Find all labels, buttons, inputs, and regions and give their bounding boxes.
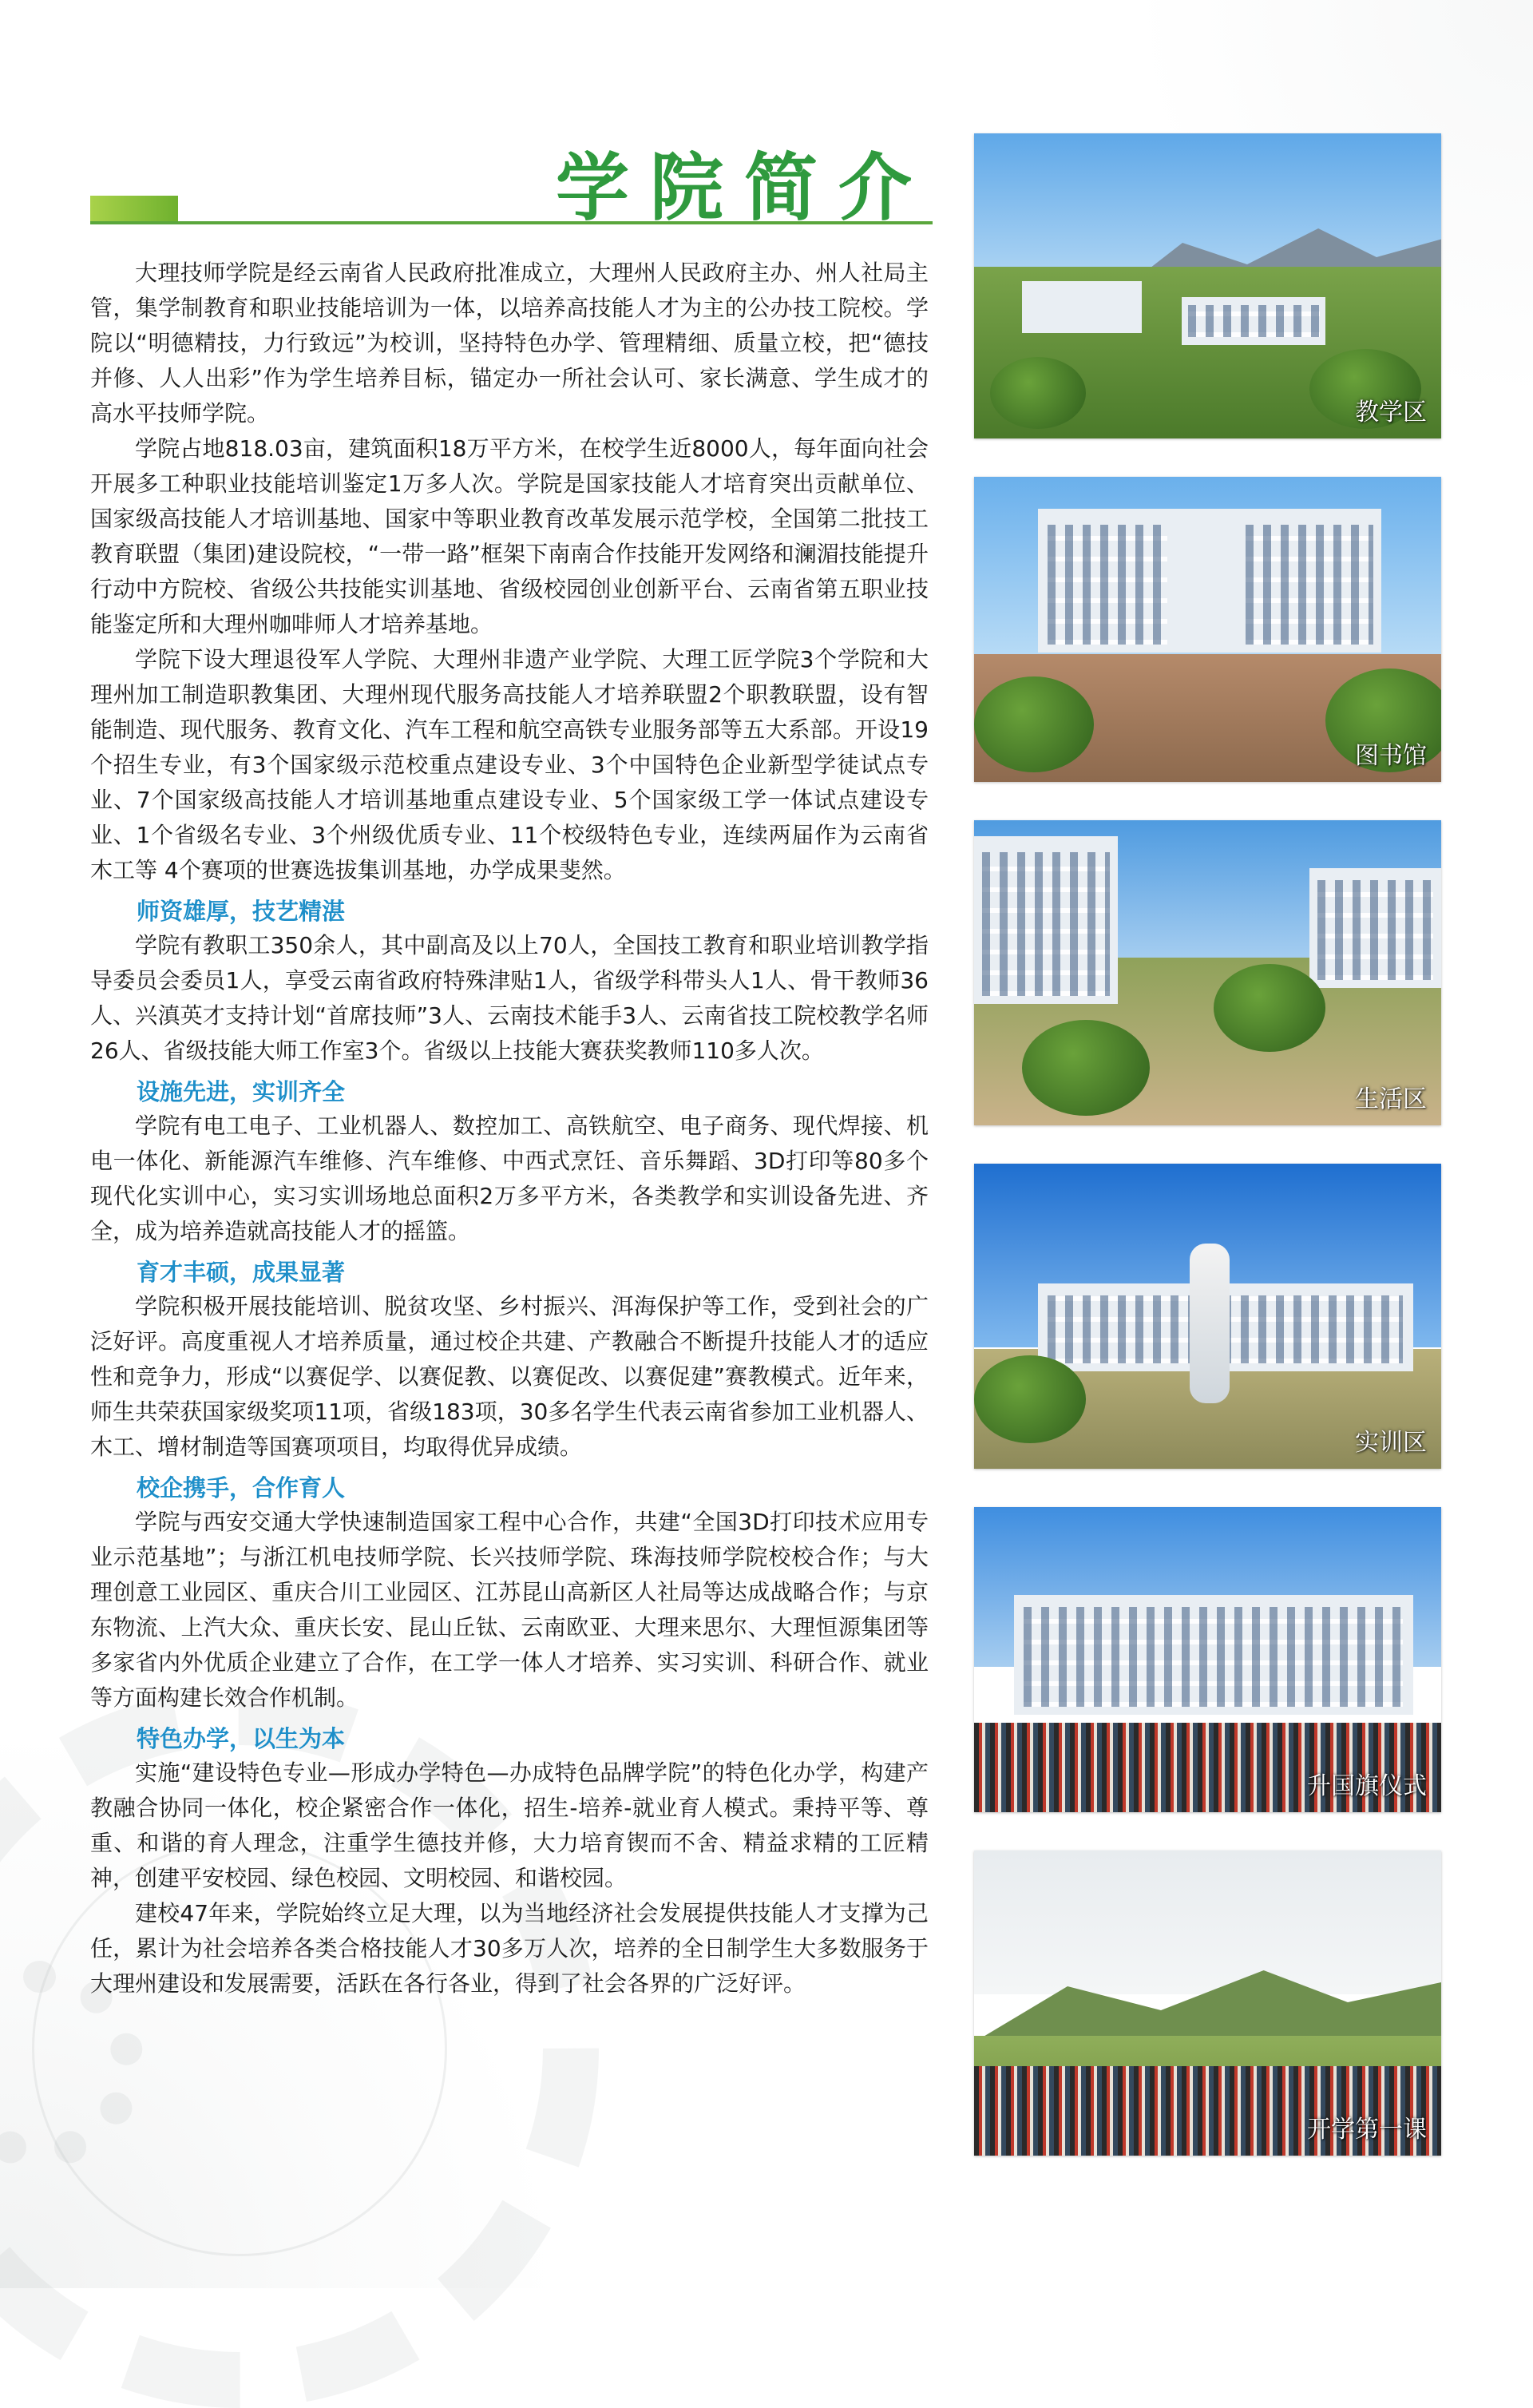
- paragraph: 学院占地818.03亩，建筑面积18万平方米，在校学生近8000人，每年面向社会开展多工种职业技能培训鉴定1万多人次。学院是国家技能人才培育突出贡献单位、国家级高技能人才培训基地、国家中等职业教育改革发展示范学校，全国第二批技工教育联盟（集团)建设院校，“一带一路”框架下南南合作技能开发网络和澜湄技能提升行动中方院校、省级公共技能实训基地、省级校园创业创新平台、云南省第五职业技能鉴定所和大理州咖啡师人才培养基地。: [90, 435, 929, 637]
- photo-building: [1022, 281, 1142, 333]
- photo-first-lesson: [974, 1851, 1441, 2156]
- paragraph: 学院与西安交通大学快速制造国家工程中心合作，共建“全国3D打印技术应用专业示范基地”；与浙江机电技师学院、长兴技师学院、珠海技师学院校校合作；与大理创意工业园区、重庆合川工业园区、江苏昆山高新区人社局等达成战略合作；与京东物流、上汽大众、重庆长安、昆山丘钛、云南欧亚、大理来思尔、大理恒源集团等多家省内外优质企业建立了合作，在工学一体人才培养、实习实训、科研合作、就业等方面构建长效合作机制。: [90, 1509, 929, 1711]
- title-block: [90, 145, 933, 236]
- photo-windows: [1246, 525, 1373, 645]
- photo-tree: [990, 357, 1086, 429]
- paragraph: 实施“建设特色专业—形成办学特色—办成特色品牌学院”的特色化办学，构建产教融合协同一体化，校企紧密合作一体化，招生-培养-就业育人模式。秉持平等、尊重、和谐的育人理念，注重学生德技并修，大力培育锲而不舍、精益求精的工匠精神，创建平安校园、绿色校园、文明校园、和谐校园。: [90, 1759, 929, 1891]
- section-heading: 设施先进，实训齐全: [137, 1078, 346, 1105]
- page-title: 学院简介: [555, 145, 933, 231]
- photo-caption: 实训区: [1355, 1429, 1427, 1457]
- section-heading: 校企携手，合作育人: [137, 1474, 346, 1502]
- section-heading: 育才丰硕，成果显著: [137, 1259, 346, 1286]
- photo-tree: [1214, 964, 1325, 1052]
- photo-tree: [974, 676, 1094, 772]
- photo-caption: 生活区: [1355, 1085, 1427, 1113]
- paragraph: 大理技师学院是经云南省人民政府批准成立，大理州人民政府主办、州人社局主管，集学制教育和职业技能培训为一体，以培养高技能人才为主的公办技工院校。学院以“明德精技，力行致远”为校训，坚持特色办学、管理精细、质量立校，把“德技并修、人人出彩”作为学生培养目标，锚定办一所社会认可、家长满意、学生成才的高水平技师学院。: [90, 260, 929, 426]
- section-heading: 师资雄厚，技艺精湛: [137, 898, 346, 925]
- paragraph: 学院有电工电子、工业机器人、数控加工、高铁航空、电子商务、现代焊接、机电一体化、新能源汽车维修、汽车维修、中西式烹饪、音乐舞蹈、3D打印等80多个现代化实训中心，实习实训场地总面积2万多平方米，各类教学和实训设备先进、齐全，成为培养造就高技能人才的摇篮。: [90, 1113, 929, 1244]
- photo-windows: [1188, 305, 1320, 337]
- photo-windows: [1048, 525, 1167, 645]
- photo-library: [974, 477, 1441, 782]
- photo-caption: 教学区: [1355, 399, 1427, 426]
- photo-teaching-area: [974, 133, 1441, 438]
- photo-training-area: [974, 1164, 1441, 1469]
- photo-tree: [1022, 1020, 1150, 1116]
- photo-windows: [1024, 1607, 1403, 1707]
- photo-windows: [1317, 880, 1433, 980]
- photo-windows: [982, 852, 1110, 996]
- paragraph: 学院下设大理退役军人学院、大理州非遗产业学院、大理工匠学院3个学院和大理州加工制造职教集团、大理州现代服务高技能人才培养联盟2个职教联盟，设有智能制造、现代服务、教育文化、汽车工程和航空高铁专业服务部等五大系部。开设19个招生专业，有3个国家级示范校重点建设专业、3个中国特色企业新型学徒试点专业、7个国家级高技能人才培训基地重点建设专业、5个国家级工学一体试点建设专业、1个省级名专业、3个州级优质专业、11个校级特色专业，连续两届作为云南省木工等 4个赛项的世赛选拔集训基地，办学成果斐然。: [90, 646, 929, 883]
- paragraph: 建校47年来，学院始终立足大理，以为当地经济社会发展提供技能人才支撑为己任，累计为社会培养各类合格技能人才30多万人次，培养的全日制学生大多数服务于大理州建设和发展需要，活跃在各行各业，得到了社会各界的广泛好评。: [90, 1900, 929, 1997]
- photo-living-area: [974, 820, 1441, 1125]
- photo-sky: [974, 133, 1441, 269]
- photo-flag-raising: [974, 1507, 1441, 1812]
- photo-caption: 开学第一课: [1307, 2116, 1427, 2144]
- photo-caption: 图书馆: [1355, 742, 1427, 770]
- photo-sculpture: [1190, 1244, 1230, 1403]
- photo-tree: [974, 1355, 1086, 1443]
- section-heading: 特色办学，以生为本: [137, 1725, 346, 1752]
- paragraph: 学院积极开展技能培训、脱贫攻坚、乡村振兴、洱海保护等工作，受到社会的广泛好评。高度重视人才培养质量，通过校企共建、产教融合不断提升技能人才的适应性和竞争力，形成“以赛促学、以赛促教、以赛促改、以赛促建”赛教模式。近年来，师生共荣获国家级奖项11项，省级183项，30多名学生代表云南省参加工业机器人、木工、增材制造等国赛项项目，均取得优异成绩。: [90, 1293, 929, 1460]
- paragraph: 学院有教职工350余人，其中副高及以上70人，全国技工教育和职业培训教学指导委员会委员1人，享受云南省政府特殊津贴1人，省级学科带头人1人、骨干教师36人、兴滇英才支持计划“首席技师”3人、云南技术能手3人、云南省技工院校教学名师26人、省级技能大师工作室3个。省级以上技能大赛获奖教师110多人次。: [90, 932, 929, 1064]
- photo-sky: [974, 1851, 1441, 1994]
- title-accent-bar: [90, 196, 178, 224]
- article-body: [90, 256, 929, 2001]
- photo-caption: 升国旗仪式: [1307, 1772, 1427, 1800]
